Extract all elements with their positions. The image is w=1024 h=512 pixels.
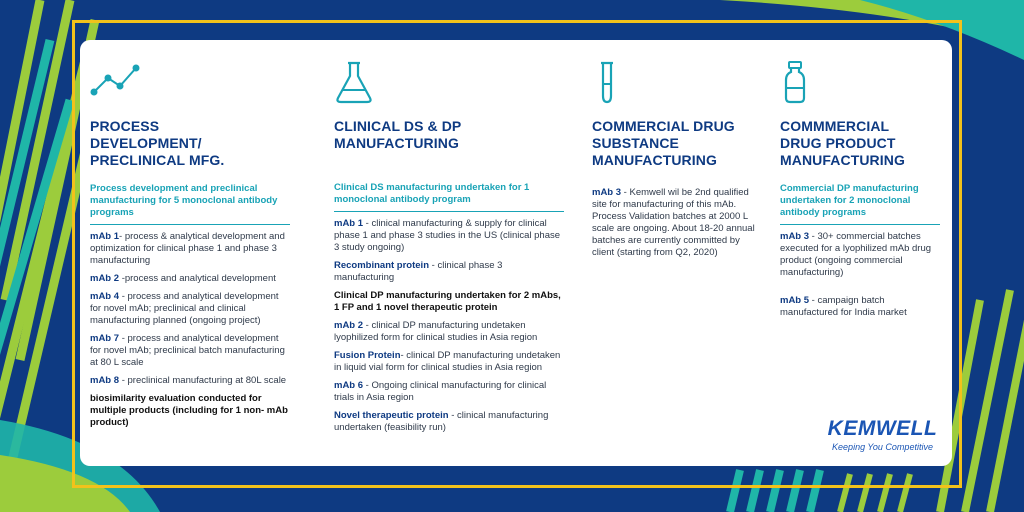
column-commercial-drug-substance [592,60,757,259]
list-item: mAb 2 -process and analytical development [90,273,276,284]
column-process-development [90,60,290,429]
list-item: biosimilarity evaluation conducted for multiple products (including for 1 non- mAb product) [90,393,288,428]
column-commercial-drug-product [780,60,940,319]
column-lead: Clinical DS manufacturing undertaken for 1 monoclonal antibody program [334,182,564,212]
column-lead: Commercial DP manufacturing undertaken for 2 monoclonal antibody programs [780,183,940,225]
list-item: mAb 6 - Ongoing clinical manufacturing for clinical trials in Asia region [334,380,547,403]
list-item: mAb 1 - clinical manufacturing & supply for clinical phase 1 and phase 3 studies in the US (clinical phase 3 study ongoing) [334,218,561,253]
list-item: mAb 1- process & analytical development and optimization for clinical phase 1 and phase 3 manufacturing [90,231,285,266]
list-item: Recombinant protein - clinical phase 3 manufacturing [334,260,503,283]
logo-name: KEMWELL [827,417,938,440]
logo-tagline: Keeping You Competitive [832,442,933,452]
column-lead: Process development and preclinical manufacturing for 5 monoclonal antibody programs [90,183,290,225]
list-item: Clinical DP manufacturing undertaken for 2 mAbs, 1 FP and 1 novel therapeutic protein [334,290,561,313]
list-item: mAb 3 - Kemwell wil be 2nd qualified site for manufacturing of this mAb. Process Validation batches at 2000 L scale are ongoing. About 18-20 annual batches are currently committed by client (starting from Q2, 2020) [592,187,755,258]
list-item: mAb 4 - process and analytical development for novel mAb; preclinical and clinical manufacturing planned (ongoing project) [90,291,279,326]
list-item: Fusion Protein- clinical DP manufacturing undetaken in liquid vial form for clinical studies in Asia region [334,350,561,373]
content-card [80,40,952,466]
list-item: mAb 3 - 30+ commercial batches executed for a lyophilized mAb drug product (ongoing commercial manufacturing) [780,231,932,278]
test-tube-icon [592,60,757,108]
column-heading: CLINICAL DS & DP MANUFACTURING [334,118,462,151]
column-heading: COMMERCIAL DRUG SUBSTANCE MANUFACTURING [592,118,735,168]
vial-icon [780,60,940,108]
column-heading: PROCESS DEVELOPMENT/ PRECLINICAL MFG. [90,118,225,168]
flask-icon [334,60,564,108]
list-item: Novel therapeutic protein - clinical manufacturing undertaken (feasibility run) [334,410,549,433]
list-item: mAb 2 - clinical DP manufacturing undetaken lyophilized form for clinical studies in Asia region [334,320,538,343]
list-item: mAb 5 - campaign batch manufactured for India market [780,295,907,318]
column-clinical-manufacturing [334,60,564,434]
line-graph-icon [90,60,290,108]
kemwell-logo [825,417,940,452]
list-item: mAb 7 - process and analytical development for novel mAb; preclinical batch manufacturing at 80 L scale [90,333,285,368]
column-heading: COMMMERCIAL DRUG PRODUCT MANUFACTURING [780,118,905,168]
list-item: mAb 8 - preclinical manufacturing at 80L scale [90,375,287,386]
